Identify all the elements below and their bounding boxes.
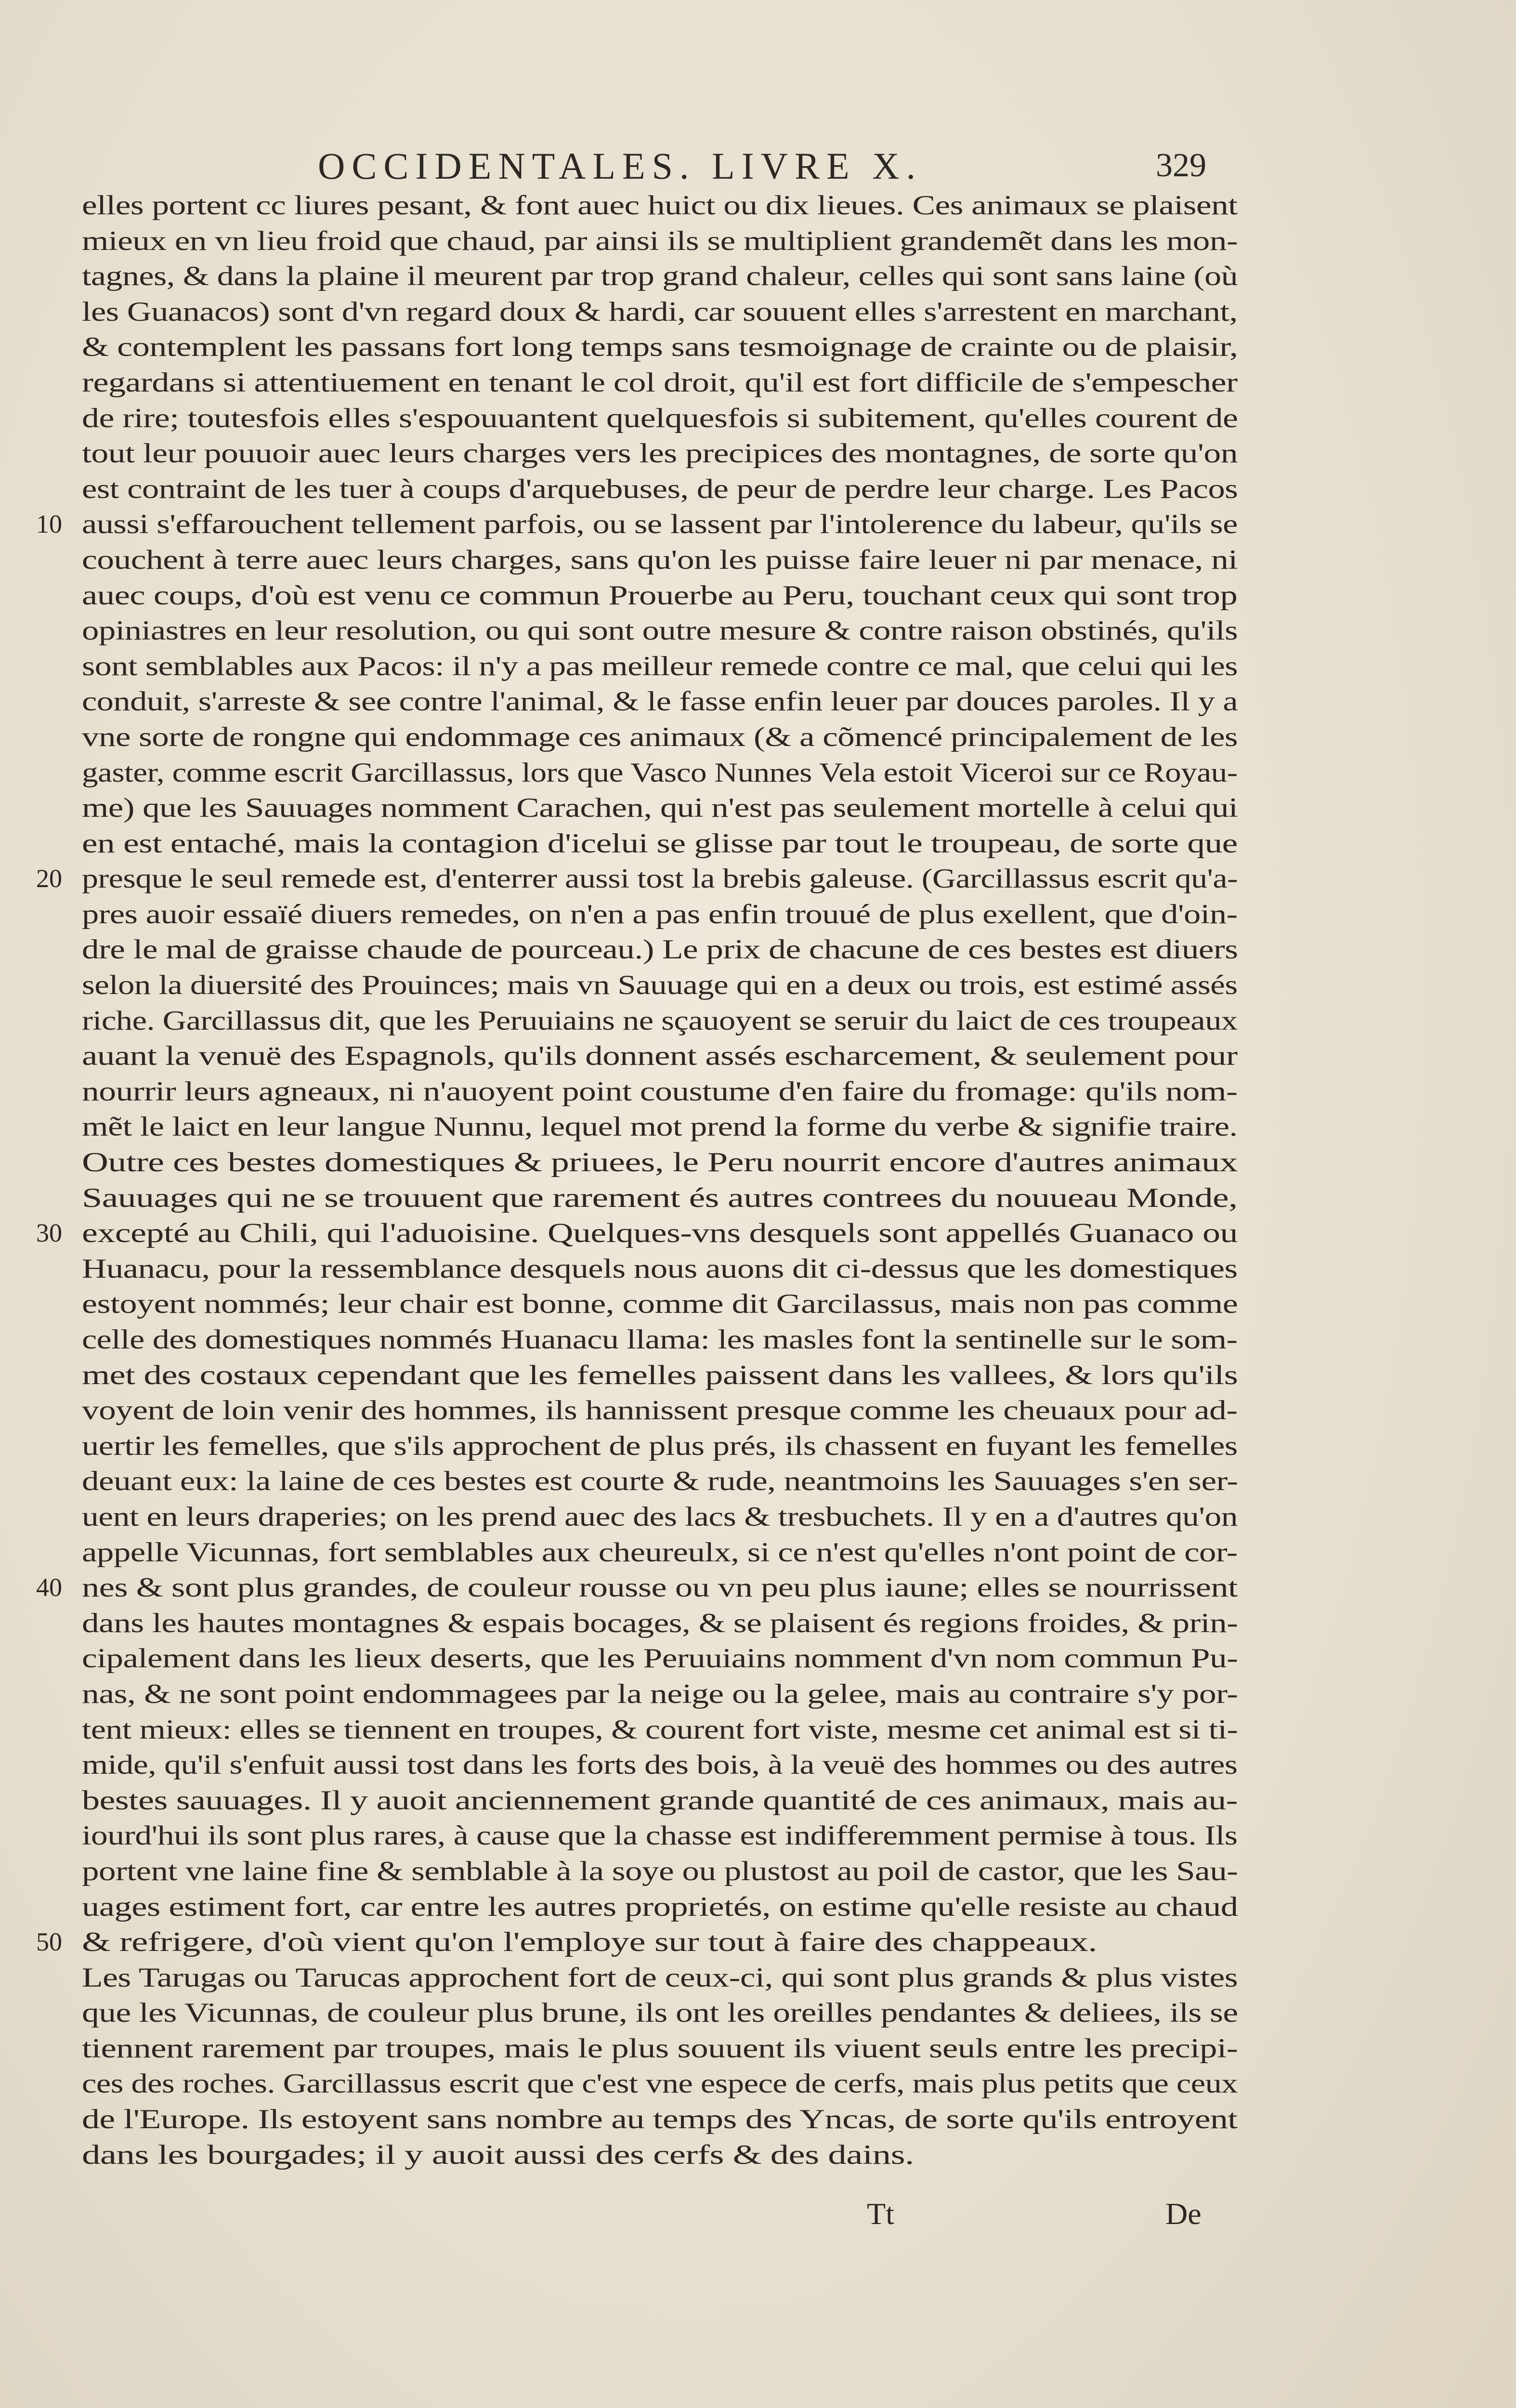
text-line [82,968,1430,1003]
line-text: celle des domestiques nommés Huanacu llama: les masles font la sentinelle sur le som- [82,1324,1238,1355]
page-footer [0,2196,1516,2239]
text-line [82,684,1430,720]
line-text: nourrir leurs agneaux, ni n'auoyent point coustume d'en faire du fromage: qu'ils nom- [82,1076,1238,1107]
line-text: mieux en vn lieu froid que chaud, par ainsi ils se multiplient grandemẽt dans les mon- [82,225,1238,256]
line-text: sont semblables aux Pacos: il n'y a pas meilleur remede contre ce mal, que celui qui les [82,651,1238,681]
line-text: ces des roches. Garcillassus escrit que c'est vne espece de cerfs, mais plus petits que ceux [82,2068,1238,2099]
line-text: iourd'hui ils sont plus rares, à cause que la chasse est indifferemment permise à tous. Ils [82,1820,1238,1851]
line-text: tent mieux: elles se tiennent en troupes, & courent fort viste, mesme cet animal est si ti- [82,1714,1238,1745]
text-line [36,1216,1430,1251]
line-text: deuant eux: la laine de ces bestes est courte & rude, neantmoins les Sauuages s'en ser- [82,1466,1238,1497]
line-text: les Guanacos) sont d'vn regard doux & hardi, car souuent elles s'arrestent en marchant, [82,296,1238,327]
line-text: Huanacu, pour la ressemblance desquels nous auons dit ci-dessus que les domestiques [82,1253,1238,1284]
text-line [82,897,1430,932]
line-text: auec coups, d'où est venu ce commun Prouerbe au Peru, touchant ceux qui sont trop [82,580,1238,611]
text-line [82,790,1430,826]
line-text: elles portent cc liures pesant, & font auec huict ou dix lieues. Ces animaux se plaisent [82,190,1238,221]
text-line [82,826,1430,862]
line-number: 20 [36,864,62,893]
line-text: pres auoir essaïé diuers remedes, on n'en a pas enfin trouué de plus exellent, que d'oin- [82,899,1238,929]
text-line [82,365,1430,401]
line-number: 50 [36,1927,62,1957]
line-text: cipalement dans les lieux deserts, que les Peruuiains nomment d'vn nom commun Pu- [82,1643,1238,1674]
line-text: gaster, comme escrit Garcillassus, lors que Vasco Nunnes Vela estoit Viceroi sur ce Royau- [82,757,1238,788]
text-line [82,294,1430,330]
text-line [82,1641,1430,1676]
line-text: dans les bourgades; il y auoit aussi des cerfs & des dains. [82,2139,914,2170]
text-line [82,1322,1430,1358]
line-text: Outre ces bestes domestiques & priuees, le Peru nourrit encore d'autres animaux [82,1147,1238,1178]
text-line [82,1358,1430,1393]
text-line [82,578,1430,614]
text-line [82,223,1430,259]
line-text: nes & sont plus grandes, de couleur rousse ou vn peu plus iaune; elles se nourrissent [82,1572,1238,1603]
text-line [82,436,1430,471]
text-line [82,2137,1430,2173]
text-line [82,932,1430,968]
catchword: De [1165,2197,1202,2231]
line-number: 30 [36,1218,62,1248]
text-line [82,188,1430,223]
text-line [82,1499,1430,1535]
page-number: 329 [1156,147,1206,184]
line-text: & refrigere, d'où vient qu'on l'employe sur tout à faire des chappeaux. [82,1927,1097,1958]
line-text: me) que les Sauuages nomment Carachen, qui n'est pas seulement mortelle à celui qui [82,793,1238,824]
text-line [82,1109,1430,1145]
line-text: tout leur pouuoir auec leurs charges vers les precipices des montagnes, de sorte qu'on [82,438,1238,469]
text-line [82,1747,1430,1783]
line-text: met des costaux cependant que les femelles paissent dans les vallees, & lors qu'ils [82,1360,1238,1390]
line-text: en est entaché, mais la contagion d'icelui se glisse par tout le troupeau, de sorte que [82,828,1238,859]
text-line [82,259,1430,294]
line-text: & contemplent les passans fort long temps sans tesmoignage de crainte ou de plaisir, [82,332,1238,363]
line-text: uent en leurs draperies; on les prend auec des lacs & tresbuchets. Il y en a d'autres qu'on [82,1501,1238,1532]
text-line [82,1393,1430,1428]
line-text: que les Vicunnas, de couleur plus brune, ils ont les oreilles pendantes & deliees, ils se [82,1998,1238,2028]
signature-mark: Tt [867,2197,894,2231]
line-text: uages estiment fort, car entre les autres proprietés, on estime qu'elle resiste au chaud [82,1891,1238,1922]
line-text: aussi s'effarouchent tellement parfois, ou se lassent par l'intolerence du labeur, qu'ils se [82,509,1238,540]
text-line [82,1854,1430,1889]
line-text: Sauuages qui ne se trouuent que rarement és autres contrees du nouueau Monde, [82,1182,1238,1213]
line-text: dans les hautes montagnes & espais bocages, & se plaisent és regions froides, & prin- [82,1608,1238,1638]
text-line [82,471,1430,507]
line-text: mide, qu'il s'enfuit aussi tost dans les forts des bois, à la veuë des hommes ou des autres [82,1750,1238,1780]
text-line [82,1889,1430,1925]
text-line [82,2031,1430,2067]
line-text: mẽt le laict en leur langue Nunnu, lequel mot prend la forme du verbe & signifie traire. [82,1112,1238,1142]
line-text: dre le mal de graisse chaude de pourceau.) Le prix de chacune de ces bestes est diuers [82,934,1238,965]
line-text: nas, & ne sont point endommagees par la neige ou la gelee, mais au contraire s'y por- [82,1678,1238,1709]
running-title: OCCIDENTALES. LIVRE X. [318,145,923,187]
line-text: couchent à terre auec leurs charges, sans qu'on les puisse faire leuer ni par menace, ni [82,544,1238,575]
line-number: 10 [36,510,62,539]
text-line [82,649,1430,684]
line-text: est contraint de les tuer à coups d'arquebuses, de peur de perdre leur charge. Les Pacos [82,473,1238,504]
line-text: opiniastres en leur resolution, ou qui sont outre mesure & contre raison obstinés, qu'ils [82,615,1238,646]
line-text: tagnes, & dans la plaine il meurent par trop grand chaleur, celles qui sont sans laine (où [82,261,1238,292]
text-line [82,1783,1430,1819]
text-line [82,1180,1430,1216]
text-line [36,507,1430,542]
line-text: regardans si attentiuement en tenant le col droit, qu'il est fort difficile de s'empescher [82,367,1238,398]
line-number: 40 [36,1573,62,1602]
text-line [82,542,1430,578]
text-line [82,1676,1430,1712]
body-text [36,188,1430,2172]
line-text: uertir les femelles, que s'ils approchent de plus prés, ils chassent en fuyant les femelles [82,1430,1238,1461]
line-text: bestes sauuages. Il y auoit anciennement grande quantité de ces animaux, mais au- [82,1785,1238,1816]
text-line [82,1960,1430,1996]
text-line [82,1286,1430,1322]
text-line [82,755,1430,791]
line-text: selon la diuersité des Prouinces; mais vn Sauuage qui en a deux ou trois, est estimé assés [82,970,1238,1001]
text-line [82,613,1430,649]
text-line [36,861,1430,897]
text-line [82,1712,1430,1748]
text-line [82,2102,1430,2137]
line-text: de l'Europe. Ils estoyent sans nombre au temps des Yncas, de sorte qu'ils entroyent [82,2104,1238,2135]
line-text: conduit, s'arreste & see contre l'animal, & le fasse enfin leuer par douces paroles. Il y a [82,686,1238,717]
line-text: estoyent nommés; leur chair est bonne, comme dit Garcilassus, mais non pas comme [82,1289,1238,1320]
text-line [82,1818,1430,1854]
line-text: de rire; toutesfois elles s'espouuantent quelquesfois si subitement, qu'elles courent de [82,403,1238,433]
text-line [82,1428,1430,1464]
line-text: presque le seul remede est, d'enterrer aussi tost la brebis galeuse. (Garcillassus escrit qu'a- [82,864,1238,894]
text-line [82,1074,1430,1110]
text-line [82,1003,1430,1039]
text-line [82,1535,1430,1570]
line-text: voyent de loin venir des hommes, ils hannissent presque comme les cheuaux pour ad- [82,1395,1238,1426]
text-line [36,1570,1430,1606]
line-text: auant la venuë des Espagnols, qu'ils donnent assés escharcement, & seulement pour [82,1041,1238,1072]
text-line [82,720,1430,755]
text-line [82,1464,1430,1499]
line-text: Les Tarugas ou Tarucas approchent fort de ceux-ci, qui sont plus grands & plus vistes [82,1962,1238,1993]
text-line [36,1924,1430,1960]
line-text: tiennent rarement par troupes, mais le plus souuent ils viuent seuls entre les precipi- [82,2033,1238,2064]
text-line [82,1995,1430,2031]
line-text: vne sorte de rongne qui endommage ces animaux (& a cõmencé principalement de les [82,721,1238,752]
text-line [82,401,1430,436]
text-line [82,329,1430,365]
text-line [82,1038,1430,1074]
line-text: appelle Vicunnas, fort semblables aux cheureulx, si ce n'est qu'elles n'ont point de cor- [82,1537,1238,1568]
text-line [82,2066,1430,2102]
text-line [82,1145,1430,1180]
line-text: riche. Garcillassus dit, que les Peruuiains ne sçauoyent se seruir du laict de ces troupeaux [82,1005,1238,1036]
text-line [82,1251,1430,1287]
line-text: portent vne laine fine & semblable à la soye ou plustost au poil de castor, que les Sau- [82,1856,1238,1886]
line-text: excepté au Chili, qui l'aduoisine. Quelques-vns desquels sont appellés Guanaco ou [82,1218,1238,1249]
text-line [82,1606,1430,1641]
